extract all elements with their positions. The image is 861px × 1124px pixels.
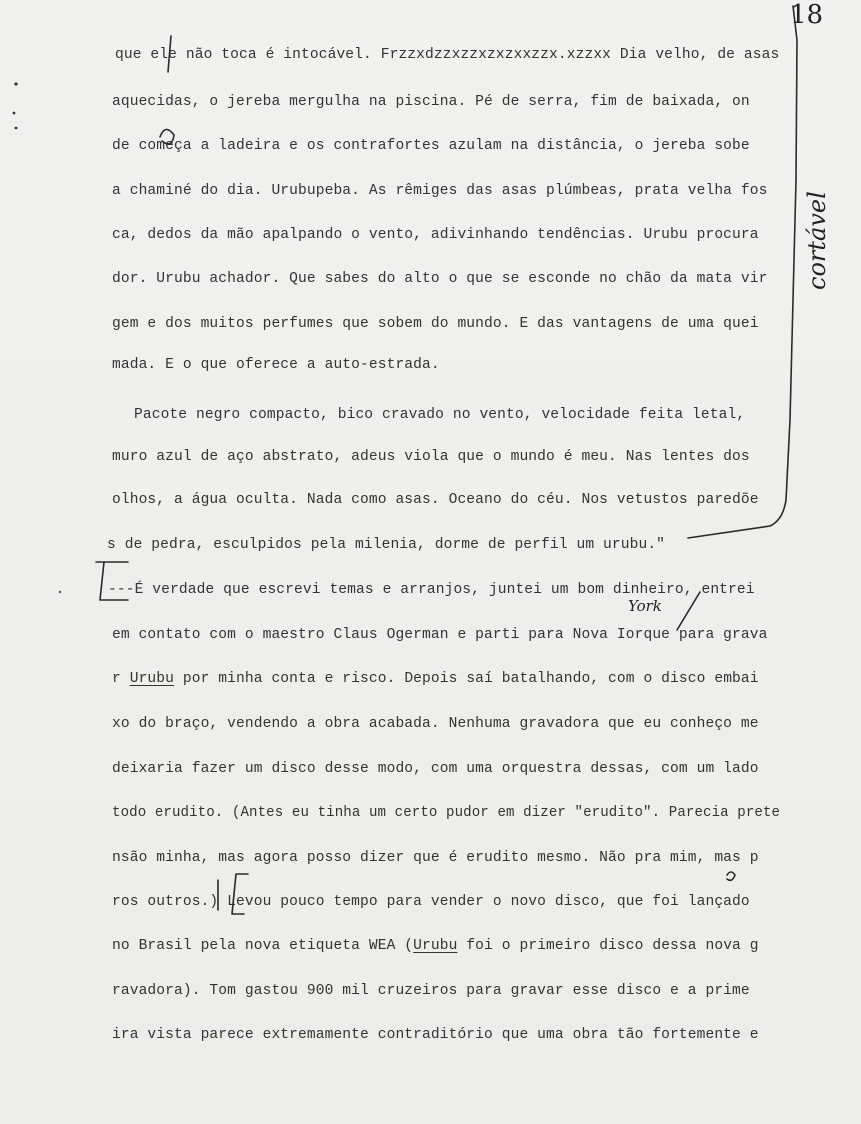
text-line: mada. E o que oferece a auto-estrada. bbox=[112, 357, 440, 373]
text-line: s de pedra, esculpidos pela milenia, dorme de perfil um urubu." bbox=[107, 537, 666, 553]
cedilla-correction-mark bbox=[727, 872, 735, 880]
underlined-title: Urubu bbox=[129, 671, 175, 687]
text-line: nsão minha, mas agora posso dizer que é erudito mesmo. Não pra mim, mas p bbox=[112, 850, 759, 866]
page-number: 18 bbox=[790, 0, 824, 30]
text-line: aquecidas, o jereba mergulha na piscina. Pé de serra, fim de baixada, on bbox=[112, 94, 750, 110]
text-line: ---É verdade que escrevi temas e arranjos, juntei um bom dinheiro, entrei bbox=[108, 582, 755, 598]
text-line: em contato com o maestro Claus Ogerman e parti para Nova Iorque para grava bbox=[112, 627, 768, 643]
margin-dot bbox=[14, 82, 17, 85]
text-line: deixaria fazer um disco desse modo, com uma orquestra dessas, com um lado bbox=[112, 761, 759, 777]
text-line: olhos, a água oculta. Nada como asas. Oceano do céu. Nos vetustos paredõe bbox=[112, 492, 759, 508]
text-line: gem e dos muitos perfumes que sobem do mundo. E das vantagens de uma quei bbox=[112, 316, 759, 332]
text-line: ca, dedos da mão apalpando o vento, adivinhando tendências. Urubu procura bbox=[112, 227, 759, 243]
text-line: ravadora). Tom gastou 900 mil cruzeiros para gravar esse disco e a prime bbox=[112, 983, 750, 999]
text-line: de começa a ladeira e os contrafortes azulam na distância, o jereba sobe bbox=[112, 138, 750, 154]
text-line: xo do braço, vendendo a obra acabada. Nenhuma gravadora que eu conheço me bbox=[112, 716, 759, 732]
text-line: dor. Urubu achador. Que sabes do alto o que se esconde no chão da mata vir bbox=[112, 271, 768, 287]
text-line: Pacote negro compacto, bico cravado no vento, velocidade feita letal, bbox=[134, 407, 746, 423]
margin-note: cortável bbox=[803, 191, 831, 290]
margin-dot bbox=[15, 127, 18, 130]
margin-dot bbox=[13, 112, 16, 115]
text-line: a chaminé do dia. Urubupeba. As rêmiges das asas plúmbeas, prata velha fos bbox=[112, 183, 768, 199]
text-line: que ele não toca é intocável. Frzzxdzzxzzxzxzxxzzx.xzzxx Dia velho, de asas bbox=[115, 47, 780, 63]
insert-note: York bbox=[628, 597, 662, 615]
text-line: ros outros.) Levou pouco tempo para vender o novo disco, que foi lançado bbox=[112, 894, 750, 910]
text-line: r Urubu por minha conta e risco. Depois saí batalhando, com o disco embai bbox=[112, 671, 759, 687]
margin-dot bbox=[59, 591, 61, 593]
text-line: todo erudito. (Antes eu tinha um certo pudor em dizer "erudito". Parecia prete bbox=[112, 805, 781, 821]
underlined-title: Urubu bbox=[413, 938, 458, 954]
text-line: no Brasil pela nova etiqueta WEA (Urubu foi o primeiro disco dessa nova g bbox=[112, 938, 759, 954]
text-line: muro azul de aço abstrato, adeus viola que o mundo é meu. Nas lentes dos bbox=[112, 449, 750, 465]
text-line: ira vista parece extremamente contraditório que uma obra tão fortemente e bbox=[112, 1027, 759, 1043]
